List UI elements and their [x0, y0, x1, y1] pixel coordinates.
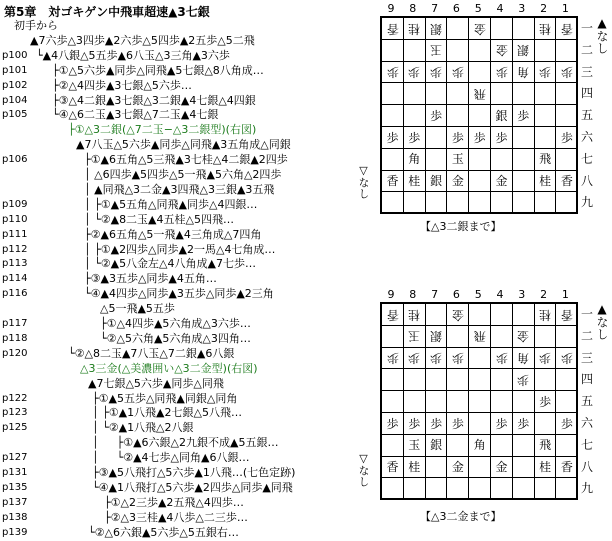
sente-piece: 金 — [495, 174, 508, 189]
move-sequence: │ └②▲1八飛△2八銀 — [92, 421, 194, 435]
row-label: 九 — [580, 195, 593, 210]
page-number: p110 — [2, 213, 28, 225]
gote-piece: 香 — [560, 21, 573, 36]
gote-piece: 銀 — [517, 43, 530, 58]
column-label: 7 — [431, 288, 439, 301]
sente-piece: 金 — [451, 174, 464, 189]
sente-piece: 玉 — [408, 438, 421, 453]
move-sequence: ▲7六歩△3四歩▲2六歩△5四歩▲2五歩△5二飛 — [30, 33, 255, 47]
page-number: p131 — [2, 467, 28, 478]
row-label: 四 — [580, 86, 593, 101]
sente-hand-bottom: ▽なし — [357, 452, 370, 487]
sente-piece: 歩 — [386, 130, 399, 145]
move-sequence: ├①△3二銀(△7二玉−△3二銀型)(右図) — [68, 123, 257, 137]
gote-hand-top: ▲なし — [595, 16, 609, 54]
gote-piece: 銀 — [430, 329, 443, 344]
move-sequence: ├①△5六歩▲同歩△同飛▲5七銀△8八角成… — [52, 63, 264, 77]
move-sequence: ├②△3三桂▲4八歩△二三歩… — [104, 510, 248, 524]
sente-piece: 歩 — [451, 416, 464, 431]
page-number: p114 — [2, 273, 28, 285]
sente-piece: 歩 — [408, 416, 421, 431]
sente-piece: 香 — [386, 460, 399, 475]
column-labels — [378, 288, 578, 302]
column-label: 9 — [387, 288, 395, 301]
move-sequence: ├①△4四歩▲5六角成△3六歩… — [100, 317, 251, 330]
move-sequence: │ ├①▲5五角△同飛▲同歩△4四銀… — [84, 197, 258, 211]
gote-piece: 歩 — [430, 351, 443, 366]
page-number: p102 — [2, 79, 28, 91]
column-label: 2 — [540, 288, 548, 301]
sente-piece: 香 — [560, 174, 573, 189]
gote-piece: 金 — [473, 21, 486, 36]
move-sequence: ├②△4四歩▲3七銀△5六歩… — [52, 78, 192, 92]
page-number: p135 — [2, 481, 28, 493]
page-number: p117 — [2, 318, 28, 329]
sente-piece: 歩 — [539, 394, 552, 409]
sente-piece: 銀 — [430, 438, 443, 453]
page-number: p138 — [2, 511, 28, 523]
column-label: 4 — [496, 288, 504, 301]
column-label: 8 — [409, 288, 417, 301]
gote-piece: 桂 — [539, 21, 552, 36]
page-number: p109 — [2, 198, 28, 210]
sente-piece: 角 — [408, 152, 421, 167]
move-sequence: ├①▲5五歩△同飛▲同銀△同角 — [92, 391, 238, 405]
move-sequence: ├①△2三歩▲2五飛△4四歩… — [104, 495, 244, 509]
column-label: 9 — [387, 2, 395, 15]
gote-piece: 歩 — [386, 351, 399, 366]
row-label: 九 — [580, 481, 593, 496]
page-number: p113 — [2, 258, 28, 270]
column-label: 3 — [518, 288, 526, 301]
move-sequence: ├③▲3五歩△同歩▲4五角… — [84, 272, 217, 286]
page-number: p101 — [2, 64, 28, 76]
row-label: 二 — [580, 328, 593, 343]
move-sequence: │ └②▲4七歩△同角▲6八銀… — [92, 451, 250, 465]
column-label: 5 — [474, 288, 482, 301]
gote-piece: 歩 — [408, 351, 421, 366]
shogi-board-top — [378, 2, 593, 214]
move-sequence: └②△8二玉▲7八玉△7二銀▲6八銀 — [68, 346, 235, 360]
page-number: p123 — [2, 407, 28, 419]
sente-piece: 歩 — [473, 130, 486, 145]
move-sequence: ▲7七銀△5六歩▲同歩△同飛 — [88, 376, 224, 390]
move-sequence: │ ├①▲2四歩△同歩▲2一馬△4七角成… — [84, 242, 276, 256]
row-label: 六 — [580, 416, 593, 430]
move-sequence: │ △6四歩▲5四歩△5一飛▲5六角△2四歩 — [84, 168, 282, 181]
sente-piece: 歩 — [430, 416, 443, 431]
sente-piece: 桂 — [408, 460, 421, 475]
move-sequence: 初手から — [14, 19, 58, 32]
sente-piece: 歩 — [560, 130, 573, 145]
page-number: p122 — [2, 392, 28, 404]
page-number: p106 — [2, 154, 28, 166]
column-label: 6 — [452, 2, 460, 15]
gote-piece: 桂 — [408, 307, 421, 322]
sente-piece: 銀 — [430, 174, 443, 189]
column-label: 1 — [561, 2, 569, 15]
sente-piece: 歩 — [517, 416, 530, 431]
sente-piece: 金 — [451, 460, 464, 475]
row-label: 五 — [580, 108, 593, 123]
sente-piece: 桂 — [408, 174, 421, 189]
sente-piece: 歩 — [495, 416, 508, 431]
move-sequence: ├①▲6五角△5三飛▲3七桂△4二銀▲2四歩 — [84, 153, 288, 167]
sente-piece: 香 — [386, 174, 399, 189]
row-label: 八 — [580, 459, 593, 474]
gote-piece: 歩 — [408, 65, 421, 80]
gote-piece: 歩 — [386, 65, 399, 80]
move-sequence: │ ▲同飛△3二金▲3四飛△3三銀▲3五飛 — [84, 182, 275, 196]
column-label: 7 — [431, 2, 439, 15]
column-label: 3 — [518, 2, 526, 15]
gote-piece: 飛 — [473, 329, 486, 344]
board-grid — [380, 302, 578, 500]
row-label: 八 — [580, 173, 593, 188]
caption-top: 【△3二銀まで】 — [420, 220, 502, 233]
gote-piece: 歩 — [430, 65, 443, 80]
row-label: 一 — [580, 21, 593, 35]
move-sequence: ▲7八玉△5六歩▲同歩△同飛▲3五角成△同銀 — [76, 138, 291, 152]
gote-piece: 歩 — [451, 351, 464, 366]
gote-piece: 歩 — [539, 351, 552, 366]
gote-piece: 歩 — [495, 65, 508, 80]
row-label: 四 — [580, 372, 593, 387]
row-label: 三 — [580, 350, 593, 365]
move-sequence: └④△6二玉▲3七銀△7二玉▲4七銀 — [52, 108, 219, 122]
page-number: p112 — [2, 243, 28, 255]
sente-piece: 桂 — [539, 174, 552, 189]
board-grid — [380, 16, 578, 214]
sente-piece: 歩 — [408, 130, 421, 145]
gote-piece: 香 — [386, 307, 399, 322]
gote-piece: 銀 — [430, 21, 443, 36]
gote-piece: 角 — [517, 65, 530, 80]
caption-bottom: 【△3二金まで】 — [420, 510, 502, 523]
move-sequence: ├③△4二銀▲3七銀△3二銀▲4七銀△4四銀 — [52, 93, 256, 107]
page-number: p105 — [2, 109, 28, 121]
gote-piece: 玉 — [430, 43, 443, 58]
gote-piece: 玉 — [408, 329, 421, 344]
move-sequence: └④▲4四歩△同歩▲3五歩△同歩▲2三角 — [84, 287, 274, 301]
move-sequence: │ └②▲8二玉▲4五桂△5四飛… — [84, 212, 234, 226]
gote-piece: 飛 — [473, 86, 486, 101]
sente-piece: 歩 — [430, 108, 443, 123]
move-sequence: △3三金(△美濃囲い△3二金型)(右図) — [80, 361, 258, 375]
column-label: 1 — [561, 288, 569, 301]
sente-piece: 銀 — [495, 108, 508, 123]
gote-piece: 歩 — [517, 372, 530, 387]
sente-piece: 歩 — [495, 130, 508, 145]
gote-piece: 歩 — [560, 351, 573, 366]
sente-piece: 桂 — [539, 460, 552, 475]
column-label: 4 — [496, 2, 504, 15]
sente-piece: 歩 — [386, 416, 399, 431]
page-number: p111 — [2, 228, 28, 240]
gote-piece: 香 — [560, 307, 573, 322]
gote-piece: 金 — [517, 329, 530, 344]
sente-piece: 角 — [473, 438, 486, 453]
chapter-title: 第5章 対ゴキゲン中飛車超速▲3七銀 — [4, 5, 210, 19]
row-label: 一 — [580, 307, 593, 321]
shogi-board-bottom — [378, 288, 593, 500]
page-number: p137 — [2, 496, 28, 508]
row-label: 三 — [580, 64, 593, 79]
gote-piece: 角 — [517, 351, 530, 366]
row-label: 七 — [580, 151, 593, 166]
sente-piece: 歩 — [517, 108, 530, 123]
gote-piece: 金 — [495, 43, 508, 58]
sente-piece: 歩 — [451, 130, 464, 145]
move-sequence: ├②▲6五角△5一飛▲4三角成△7四角 — [84, 227, 262, 241]
gote-piece: 桂 — [539, 307, 552, 322]
gote-piece: 歩 — [560, 65, 573, 80]
move-sequence: △5一飛▲5五歩 — [100, 302, 175, 316]
column-label: 6 — [452, 288, 460, 301]
page-number: p104 — [2, 94, 28, 106]
move-sequence: │ ├①▲6六銀△2九銀不成▲5五銀… — [92, 436, 279, 450]
page-number: p116 — [2, 288, 28, 300]
gote-piece: 金 — [451, 307, 464, 322]
move-sequence: └②△6六銀▲5六歩△5五銀右… — [88, 525, 239, 539]
move-sequence: │ └②▲5八金左△4八角成▲7七歩… — [84, 257, 256, 271]
sente-hand-top: ▽なし — [357, 164, 370, 199]
move-sequence: └▲4八銀△5五歩▲6八玉△3三角▲3六歩 — [36, 48, 230, 62]
page-number: p100 — [2, 49, 28, 61]
sente-piece: 飛 — [539, 438, 552, 453]
sente-piece: 玉 — [451, 152, 464, 167]
row-label: 七 — [580, 437, 593, 452]
sente-piece: 飛 — [539, 152, 552, 167]
column-label: 2 — [540, 2, 548, 15]
column-label: 8 — [409, 2, 417, 15]
sente-piece: 香 — [560, 460, 573, 475]
gote-piece: 桂 — [408, 21, 421, 36]
row-label: 二 — [580, 42, 593, 57]
row-label: 五 — [580, 394, 593, 409]
column-labels — [378, 2, 578, 16]
move-sequence: │ ├①▲1八飛▲2七銀△5八飛… — [92, 406, 242, 420]
sente-piece: 金 — [495, 460, 508, 475]
move-sequence: └④▲1八飛打△5六歩▲2四歩△同歩▲同飛 — [92, 480, 293, 494]
page-number: p125 — [2, 422, 28, 434]
sente-piece: 歩 — [560, 416, 573, 431]
column-label: 5 — [474, 2, 482, 15]
page-number: p120 — [2, 347, 28, 359]
page-number: p118 — [2, 332, 28, 344]
gote-piece: 香 — [386, 21, 399, 36]
page-number: p127 — [2, 452, 28, 464]
gote-piece: 歩 — [539, 65, 552, 80]
gote-hand-bottom: ▲なし — [595, 302, 609, 340]
page-number: p139 — [2, 526, 28, 538]
gote-piece: 歩 — [451, 65, 464, 80]
move-sequence: ├③▲5八飛打△5六歩▲1八飛…(七色定跡) — [92, 466, 296, 479]
move-sequence: └②△5六角▲5六角成△3四角… — [100, 331, 251, 345]
row-label: 六 — [580, 130, 593, 144]
gote-piece: 歩 — [495, 351, 508, 366]
